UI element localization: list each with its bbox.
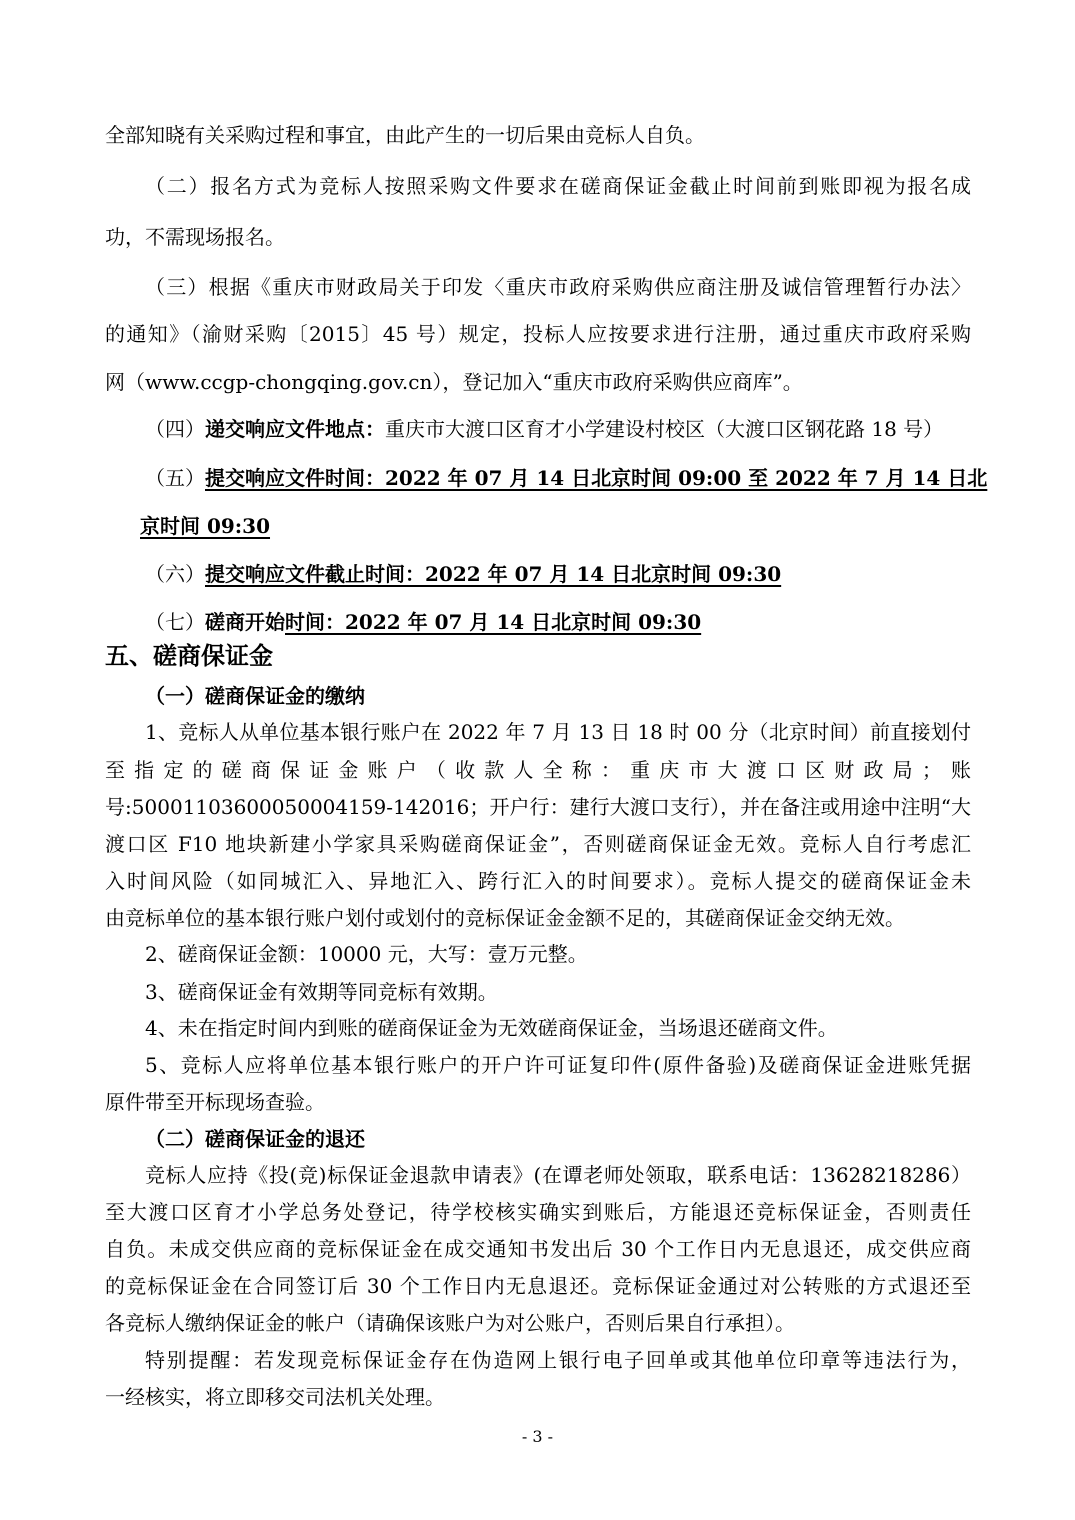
item-prefix: （五） — [145, 466, 205, 490]
refund-line5: 各竞标人缴纳保证金的帐户（请确保该账户为对公账户，否则后果自行承担）。 — [105, 1311, 795, 1335]
item-prefix: （四） — [145, 417, 205, 441]
paragraph-registration-line2: 功，不需现场报名。 — [105, 225, 285, 249]
paragraph-submission-time-line1 — [145, 465, 987, 491]
item-prefix: （六） — [145, 562, 205, 586]
paragraph-submission-time-line2: 京时间 09:30 — [140, 514, 271, 538]
payment-item1-line1: 1、竞标人从单位基本银行账户在 2022 年 7 月 13 日 18 时 00 分（北京时间）前直接划付 — [145, 720, 971, 744]
subsection-heading-payment: （一）磋商保证金的缴纳 — [145, 684, 365, 708]
refund-line1: 竞标人应持《投(竞)标保证金退款申请表》(在谭老师处领取，联系电话：13628218286） — [145, 1163, 971, 1187]
payment-item1-line3: 号:50001103600050004159-142016；开户行：建行大渡口支行），并在备注或用途中注明“大 — [105, 795, 971, 819]
page-number: - 3 - — [521, 1427, 554, 1446]
negotiation-start-label: 磋商开始 — [205, 610, 285, 634]
paragraph-notice-line3: 网（www.ccgp-chongqing.gov.cn），登记加入“重庆市政府采购供应商库”。 — [105, 370, 803, 394]
paragraph-negotiation-start — [145, 609, 701, 635]
refund-line2: 至大渡口区育才小学总务处登记，待学校核实确实到账后，方能退还竞标保证金，否则责任 — [105, 1200, 971, 1224]
paragraph-continuation: 全部知晓有关采购过程和事宜，由此产生的一切后果由竞标人自负。 — [105, 123, 705, 147]
reminder-line1: 特别提醒：若发现竞标保证金存在伪造网上银行电子回单或其他单位印章等违法行为， — [145, 1348, 971, 1372]
refund-line3: 自负。未成交供应商的竞标保证金在成交通知书发出后 30 个工作日内无息退还，成交供应商 — [105, 1237, 971, 1261]
section-heading: 五、磋商保证金 — [105, 641, 273, 670]
paragraph-notice-line1: （三）根据《重庆市财政局关于印发〈重庆市政府采购供应商注册及诚信管理暂行办法〉 — [145, 275, 971, 299]
paragraph-submission-deadline — [145, 561, 781, 587]
payment-item1-line4: 渡口区 F10 地块新建小学家具采购磋商保证金”，否则磋商保证金无效。竞标人自行考虑汇 — [105, 832, 971, 856]
reminder-line2: 一经核实，将立即移交司法机关处理。 — [105, 1385, 445, 1409]
paragraph-registration-line1: （二）报名方式为竞标人按照采购文件要求在磋商保证金截止时间前到账即视为报名成 — [145, 174, 971, 198]
payment-item4: 4、未在指定时间内到账的磋商保证金为无效磋商保证金，当场退还磋商文件。 — [145, 1016, 838, 1040]
payment-item2: 2、磋商保证金额：10000 元，大写：壹万元整。 — [145, 942, 588, 966]
payment-item3: 3、磋商保证金有效期等同竞标有效期。 — [145, 980, 498, 1004]
submission-time-text: 提交响应文件时间：2022 年 07 月 14 日北京时间 09:00 至 2022 年 7 月 14 日北 — [205, 466, 988, 490]
negotiation-start-value: 时间：2022 年 07 月 14 日北京时间 09:30 — [285, 610, 702, 634]
payment-item1-line6: 由竞标单位的基本银行账户划付或划付的竞标保证金金额不足的，其磋商保证金交纳无效。 — [105, 906, 905, 930]
submission-location-value: 重庆市大渡口区育才小学建设村校区（大渡口区钢花路 18 号） — [385, 417, 944, 441]
submission-location-label: 递交响应文件地点： — [205, 417, 385, 441]
item-prefix: （七） — [145, 610, 205, 634]
paragraph-submission-location — [145, 416, 943, 442]
payment-item1-line5: 入时间风险（如同城汇入、异地汇入、跨行汇入的时间要求）。竞标人提交的磋商保证金未 — [105, 869, 971, 893]
payment-item5-line1: 5、竞标人应将单位基本银行账户的开户许可证复印件(原件备验)及磋商保证金进账凭据 — [145, 1053, 971, 1077]
subsection-heading-refund: （二）磋商保证金的退还 — [145, 1127, 365, 1151]
submission-deadline-text: 提交响应文件截止时间：2022 年 07 月 14 日北京时间 09:30 — [205, 562, 782, 586]
refund-line4: 的竞标保证金在合同签订后 30 个工作日内无息退还。竞标保证金通过对公转账的方式退还至 — [105, 1274, 971, 1298]
payment-item5-line2: 原件带至开标现场查验。 — [105, 1090, 325, 1114]
paragraph-notice-line2: 的通知》（渝财采购〔2015〕45 号）规定，投标人应按要求进行注册，通过重庆市政府采购 — [105, 322, 971, 346]
payment-item1-line2: 至指定的磋商保证金账户（收款人全称：重庆市大渡口区财政局；账 — [105, 758, 971, 782]
